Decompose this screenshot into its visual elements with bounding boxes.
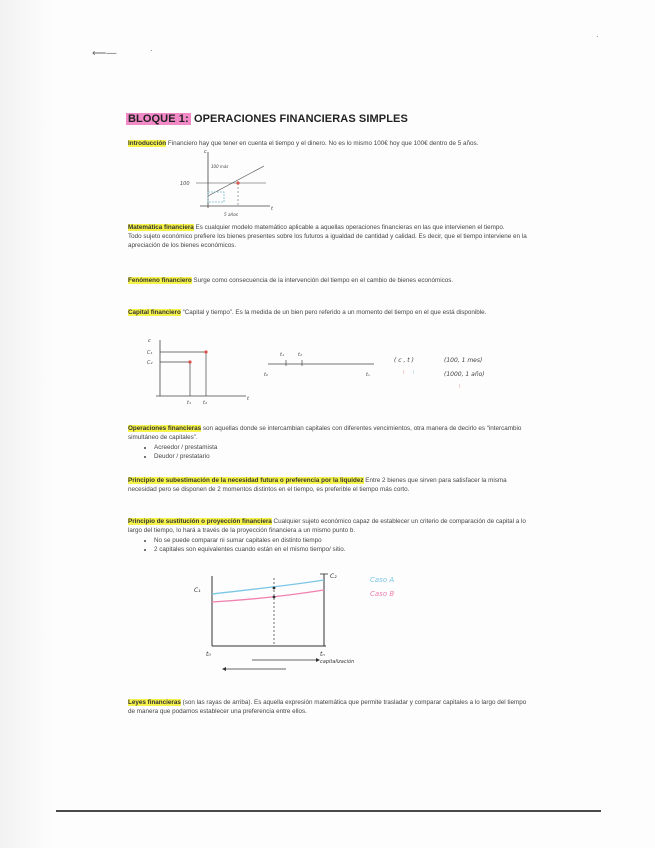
label-c2: C₂ (330, 573, 337, 580)
text-subestimacion: Entre 2 bienes que sirven para satisfacer la misma necesidad pero se disponen de 2 momentos distintos en el tiempo, es preferible el tiempo más corto. (128, 477, 507, 494)
text-sustitucion: Cualquier sujeto económico capaz de establecer un criterio de comparación de capital a lo largo del tiempo, lo hará a través de la proyección financiera a un mismo punto b. (128, 518, 526, 535)
pair-generic: ( c , t ) (394, 357, 414, 364)
text-leyes: (son las rayas de arriba). Es aquella expresión matemática que permite trasladar y comparar capitales a lo largo del tiempo de manera que podamos establecer una preferencia entre ellos. (128, 699, 527, 716)
capital-1-line (160, 352, 206, 396)
term-introduccion: Introducción (128, 140, 167, 147)
capital-2-line (160, 362, 190, 396)
text-matematica: Es cualquier modelo matemático aplicable a aquellas operaciones financieras en las que intervienen el tiempo. (193, 224, 505, 231)
label-tn: tₙ (366, 372, 370, 378)
point (236, 181, 239, 184)
label-t1: t₁ (280, 352, 284, 358)
label-t: t (247, 396, 249, 402)
label-c1: C₁ (194, 587, 201, 594)
page-bottom-rule (56, 810, 601, 812)
label-annot: 100 más (211, 164, 229, 169)
term-subestimacion: Principio de subestimación de la necesidad futura o preferencia por la liquidez (128, 477, 364, 484)
sustitucion-list (128, 536, 528, 554)
scan-shadow (0, 0, 52, 848)
pair-100: (100, 1 mes) (444, 357, 483, 364)
list-item: • Deudor / prestatario (154, 452, 528, 461)
label-t0: t₀ (206, 651, 211, 658)
text-capital: “Capital y tiempo”. Es la medida de un bien pero referido a un momento del tiempo en el que está disponible. (180, 309, 487, 316)
label-y: c (148, 338, 151, 344)
point (273, 596, 276, 599)
section-matematica (128, 223, 528, 251)
title-text: OPERACIONES FINANCIERAS SIMPLES (193, 113, 408, 125)
operaciones-list (128, 443, 528, 461)
sketch-timeline (262, 346, 382, 380)
point-2 (188, 360, 191, 363)
label-t2: t₂ (298, 352, 302, 358)
section-fenomeno (128, 276, 528, 285)
label-t2: t₂ (203, 400, 207, 406)
scan-mark: · (150, 46, 153, 55)
arrow-mark: ↑ (412, 370, 415, 376)
section-operaciones (128, 424, 528, 461)
label-c2: C₂ (147, 360, 153, 366)
arrow-mark: ↑ (402, 370, 405, 376)
label-x: t (271, 206, 273, 212)
arrow-mark: ↑ (458, 384, 461, 390)
section-leyes (128, 698, 528, 716)
sketch-capital-graph (138, 336, 258, 408)
label-t1: t₁ (187, 400, 191, 406)
label-tn: tₙ (320, 651, 325, 658)
text-fenomeno: Surge como consecuencia de la intervención del tiempo en el cambio de bienes económicos. (191, 277, 454, 284)
legend-caso-a: Caso A (370, 576, 395, 584)
title-label: BLOQUE 1: (128, 113, 189, 125)
growth-line (208, 166, 264, 196)
sketch-projection (186, 568, 416, 672)
label-caption: capitalización (320, 659, 355, 665)
list-item: • Acreedor / prestamista (154, 443, 528, 452)
section-introduccion (128, 139, 528, 148)
label-t0: t₀ (264, 372, 268, 378)
point-1 (204, 350, 207, 353)
sketch-intro-graph (178, 148, 278, 220)
term-sustitucion: Principio de sustitución o proyección financiera (128, 518, 272, 525)
text-introduccion: Financiero hay que tener en cuenta el tiempo y el dinero. No es lo mismo 100€ hoy que 100€ dentro de 5 años. (166, 140, 479, 147)
section-subestimacion (128, 476, 528, 494)
scan-mark: · (596, 32, 599, 41)
term-leyes: Leyes financieras (128, 699, 181, 706)
list-item: • No se puede comparar ni sumar capitales en distinto tiempo (154, 536, 528, 545)
section-capital (128, 308, 528, 317)
sketch-pairs (388, 350, 528, 396)
section-sustitucion (128, 517, 528, 554)
label-c1: C₁ (147, 350, 153, 356)
page-title (126, 113, 408, 125)
term-fenomeno: Fenómeno financiero (128, 277, 192, 284)
label-value: 100 (180, 181, 190, 187)
accent-box (208, 192, 224, 202)
term-matematica: Matemática financiera (128, 224, 194, 231)
label-years: 5 años (224, 212, 238, 217)
list-item: • 2 capitales son equivalentes cuando están en el mismo tiempo/ sitio. (154, 545, 528, 554)
term-operaciones: Operaciones financieras (128, 425, 202, 432)
pair-1000: (1000, 1 año) (444, 371, 485, 378)
point (273, 587, 276, 590)
scan-mark: ⟵— (92, 48, 117, 59)
term-capital: Capital financiero (128, 309, 181, 316)
legend-caso-b: Caso B (370, 590, 395, 598)
text-matematica-2: Todo sujeto económico prefiere los bienes presentes sobre los futuros a igualdad de cantidad y calidad. Es decir, que el tiempo interviene en la apreciación de los bienes económicos. (128, 233, 527, 250)
label-y: c (204, 149, 207, 155)
text-operaciones: son aquellas donde se intercambian capitales con diferentes vencimientos, otra manera de decirlo es “intercambio simultáneo de capitales”. (128, 425, 522, 442)
